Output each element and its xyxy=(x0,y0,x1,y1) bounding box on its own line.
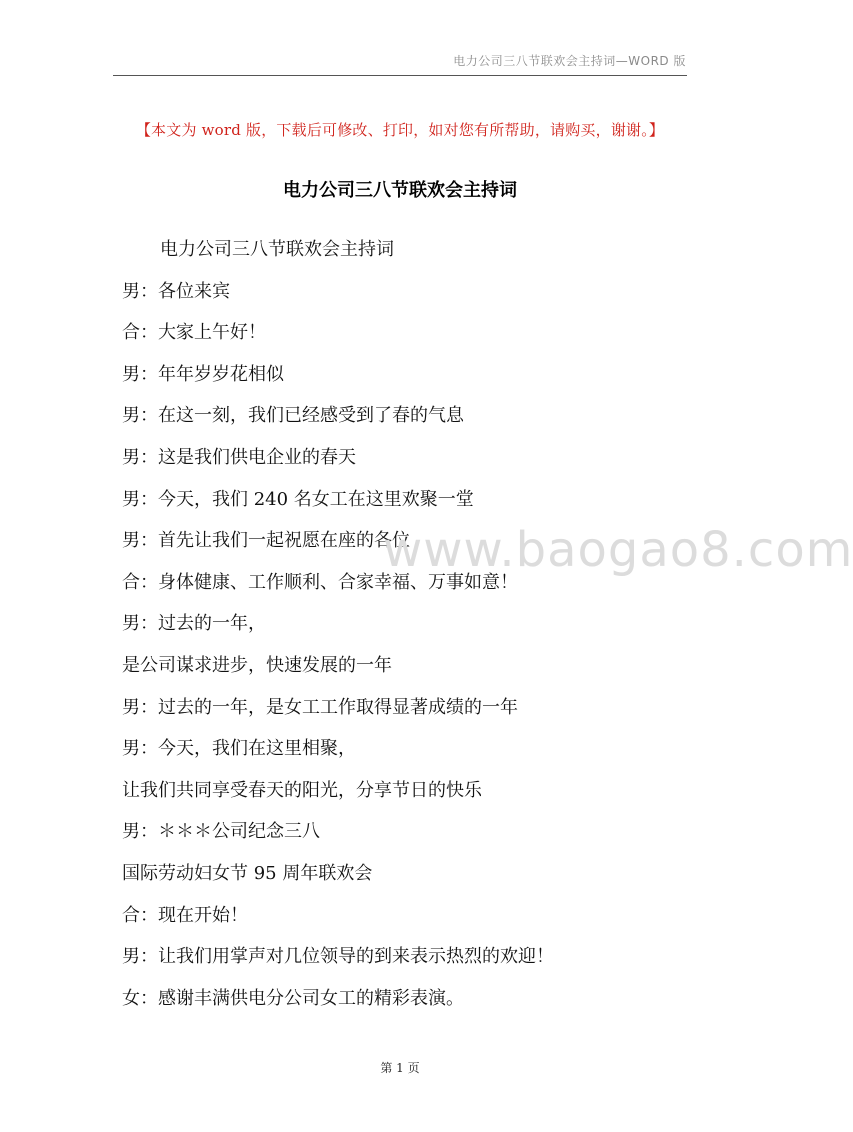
body-line: 女：感谢丰满供电分公司女工的精彩表演。 xyxy=(122,987,464,1009)
body-line: 男：首先让我们一起祝愿在座的各位 xyxy=(122,530,410,552)
body-line: 男：＊＊＊公司纪念三八 xyxy=(122,821,320,843)
body-line: 男：过去的一年， xyxy=(122,613,266,635)
body-line: 男：今天，我们 240 名女工在这里欢聚一堂 xyxy=(122,488,474,510)
body-line: 男：这是我们供电企业的春天 xyxy=(122,446,356,468)
body-line: 合：大家上午好！ xyxy=(122,322,266,344)
header-divider xyxy=(113,75,687,76)
body-line: 男：让我们用掌声对几位领导的到来表示热烈的欢迎！ xyxy=(122,946,554,968)
document-title: 电力公司三八节联欢会主持词 xyxy=(283,180,517,201)
body-line: 电力公司三八节联欢会主持词 xyxy=(160,239,394,260)
watermark: www.baogao8.com xyxy=(383,522,853,578)
purchase-notice: 【本文为 word 版，下载后可修改、打印，如对您有所帮助，请购买，谢谢。】 xyxy=(135,121,665,139)
body-line: 男：过去的一年，是女工工作取得显著成绩的一年 xyxy=(122,696,518,718)
document-body xyxy=(122,236,682,1026)
body-line: 男：各位来宾 xyxy=(122,280,230,302)
body-line: 让我们共同享受春天的阳光，分享节日的快乐 xyxy=(122,779,482,801)
body-line: 合：现在开始！ xyxy=(122,904,248,926)
body-line: 合：身体健康、工作顺利、合家幸福、万事如意！ xyxy=(122,571,518,593)
running-header: 电力公司三八节联欢会主持词—WORD 版 xyxy=(453,54,686,68)
body-line: 是公司谋求进步，快速发展的一年 xyxy=(122,654,392,676)
page-number: 第 1 页 xyxy=(380,1061,420,1075)
body-line: 男：年年岁岁花相似 xyxy=(122,363,284,385)
body-line: 男：在这一刻，我们已经感受到了春的气息 xyxy=(122,405,464,427)
body-line: 男：今天，我们在这里相聚， xyxy=(122,738,356,760)
body-line: 国际劳动妇女节 95 周年联欢会 xyxy=(122,862,373,884)
